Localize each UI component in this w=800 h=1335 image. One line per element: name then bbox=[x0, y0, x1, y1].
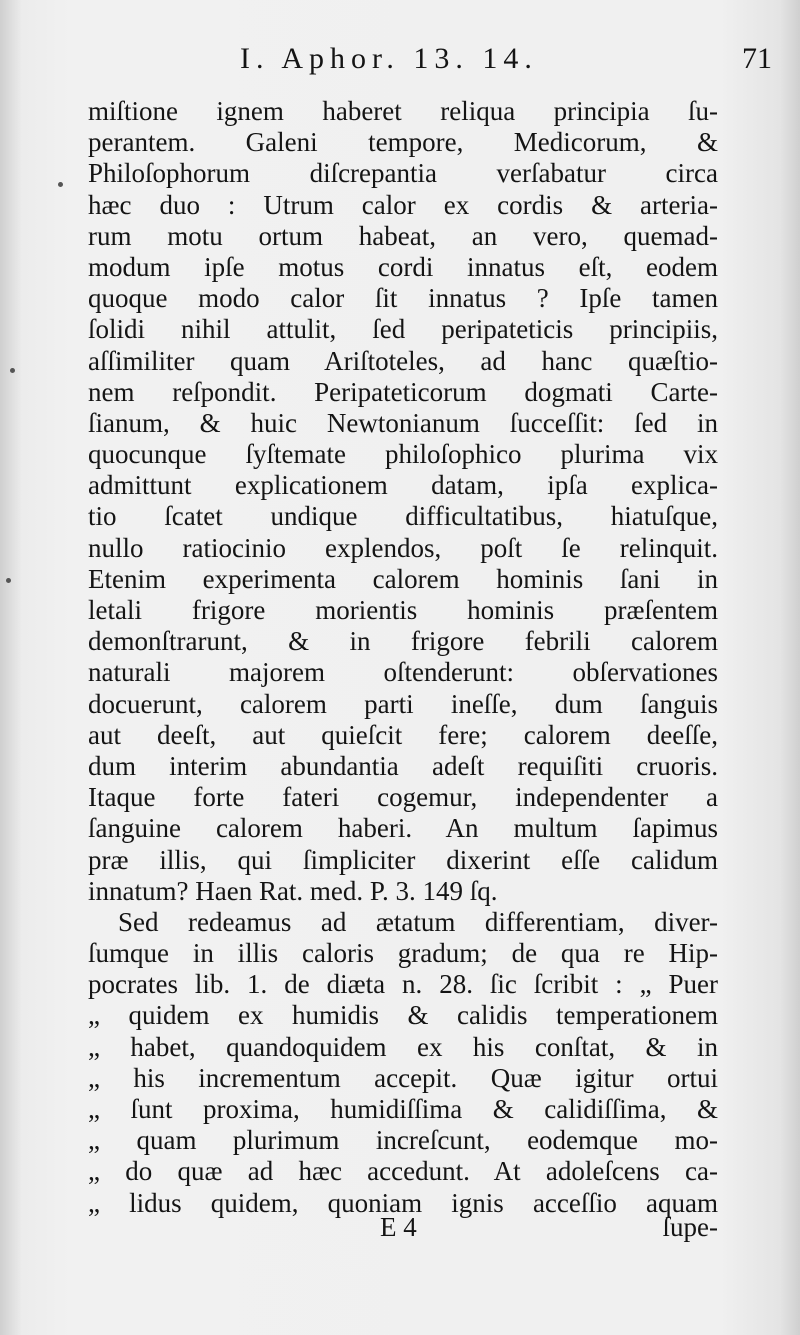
text-line: naturali majorem oſtenderunt: obſervationes bbox=[88, 657, 718, 688]
text-line: „ lidus quidem, quoniam ignis acceſſio aquam bbox=[88, 1187, 718, 1218]
ink-speck bbox=[10, 368, 15, 373]
text-line: modum ipſe motus cordi innatus eſt, eodem bbox=[88, 251, 718, 282]
text-line: „ do quæ ad hæc accedunt. At adoleſcens ca- bbox=[88, 1156, 718, 1187]
text-line: tio ſcatet undique difficultatibus, hiatuſque, bbox=[88, 501, 718, 532]
page-number: 71 bbox=[742, 42, 772, 75]
text-line: Philoſophorum diſcrepantia verſabatur circa bbox=[88, 158, 718, 189]
text-line: rum motu ortum habeat, an vero, quemad- bbox=[88, 220, 718, 251]
text-line: demonſtrarunt, & in frigore febrili calorem bbox=[88, 626, 718, 657]
body-text bbox=[88, 96, 718, 1219]
text-line: dum interim abundantia adeſt requiſiti cruoris. bbox=[88, 750, 718, 781]
text-line: letali frigore morientis hominis præſentem bbox=[88, 595, 718, 625]
text-line: ſolidi nihil attulit, ſed peripateticis principiis, bbox=[88, 314, 718, 345]
text-line: perantem. Galeni tempore, Medicorum, & bbox=[88, 127, 718, 158]
text-line: ſianum, & huic Newtonianum ſucceſſit: ſed in bbox=[88, 407, 718, 438]
text-line: „ quidem ex humidis & calidis temperationem bbox=[88, 1000, 718, 1031]
ink-speck bbox=[6, 578, 11, 583]
text-line: nem reſpondit. Peripateticorum dogmati Carte- bbox=[88, 376, 718, 407]
text-line: pocrates lib. 1. de diæta n. 28. ſic ſcribit : „ Puer bbox=[88, 969, 718, 1000]
ink-speck bbox=[58, 182, 63, 187]
text-line: Itaque forte fateri cogemur, independenter a bbox=[88, 782, 718, 813]
text-line: „ habet, quandoquidem ex his conſtat, & in bbox=[88, 1031, 718, 1062]
text-line: docuerunt, calorem parti ineſſe, dum ſanguis bbox=[88, 688, 718, 719]
text-line: hæc duo : Utrum calor ex cordis & arteria- bbox=[88, 189, 718, 220]
text-line: nullo ratiocinio explendos, poſt ſe relinquit. bbox=[88, 532, 718, 563]
catchword: ſupe- bbox=[662, 1212, 718, 1242]
text-line: admittunt explicationem datam, ipſa explica- bbox=[88, 470, 718, 501]
text-line: aut deeſt, aut quieſcit fere; calorem deeſſe, bbox=[88, 719, 718, 750]
text-line: ſumque in illis caloris gradum; de qua re Hip- bbox=[88, 938, 718, 969]
text-line: „ his incrementum accepit. Quæ igitur ortui bbox=[88, 1062, 718, 1093]
page-footer bbox=[88, 1212, 718, 1246]
text-line: „ ſunt proxima, humidiſſima & calidiſſima, & bbox=[88, 1094, 718, 1124]
text-line: aſſimiliter quam Ariſtoteles, ad hanc quæſtio- bbox=[88, 345, 718, 376]
text-line: quocunque ſyſtemate philoſophico plurima vix bbox=[88, 439, 718, 470]
text-line: innatum? Haen Rat. med. P. 3. 149 ſq. bbox=[88, 875, 498, 906]
running-head-title: I. Aphor. 13. 14. bbox=[240, 42, 538, 75]
running-head bbox=[240, 42, 782, 82]
text-line: præ illis, qui ſimpliciter dixerint eſſe calidum bbox=[88, 844, 718, 875]
text-line: „ quam plurimum increſcunt, eodemque mo- bbox=[88, 1125, 718, 1156]
text-line: ſanguine calorem haberi. An multum ſapimus bbox=[88, 813, 718, 844]
text-line: Sed redeamus ad ætatum differentiam, diver- bbox=[118, 906, 718, 937]
text-line: miſtione ignem haberet reliqua principia ſu- bbox=[88, 96, 718, 126]
text-line: quoque modo calor ſit innatus ? Ipſe tamen bbox=[88, 283, 718, 314]
signature-mark: E 4 bbox=[380, 1212, 417, 1242]
text-line: Etenim experimenta calorem hominis ſani in bbox=[88, 563, 718, 594]
